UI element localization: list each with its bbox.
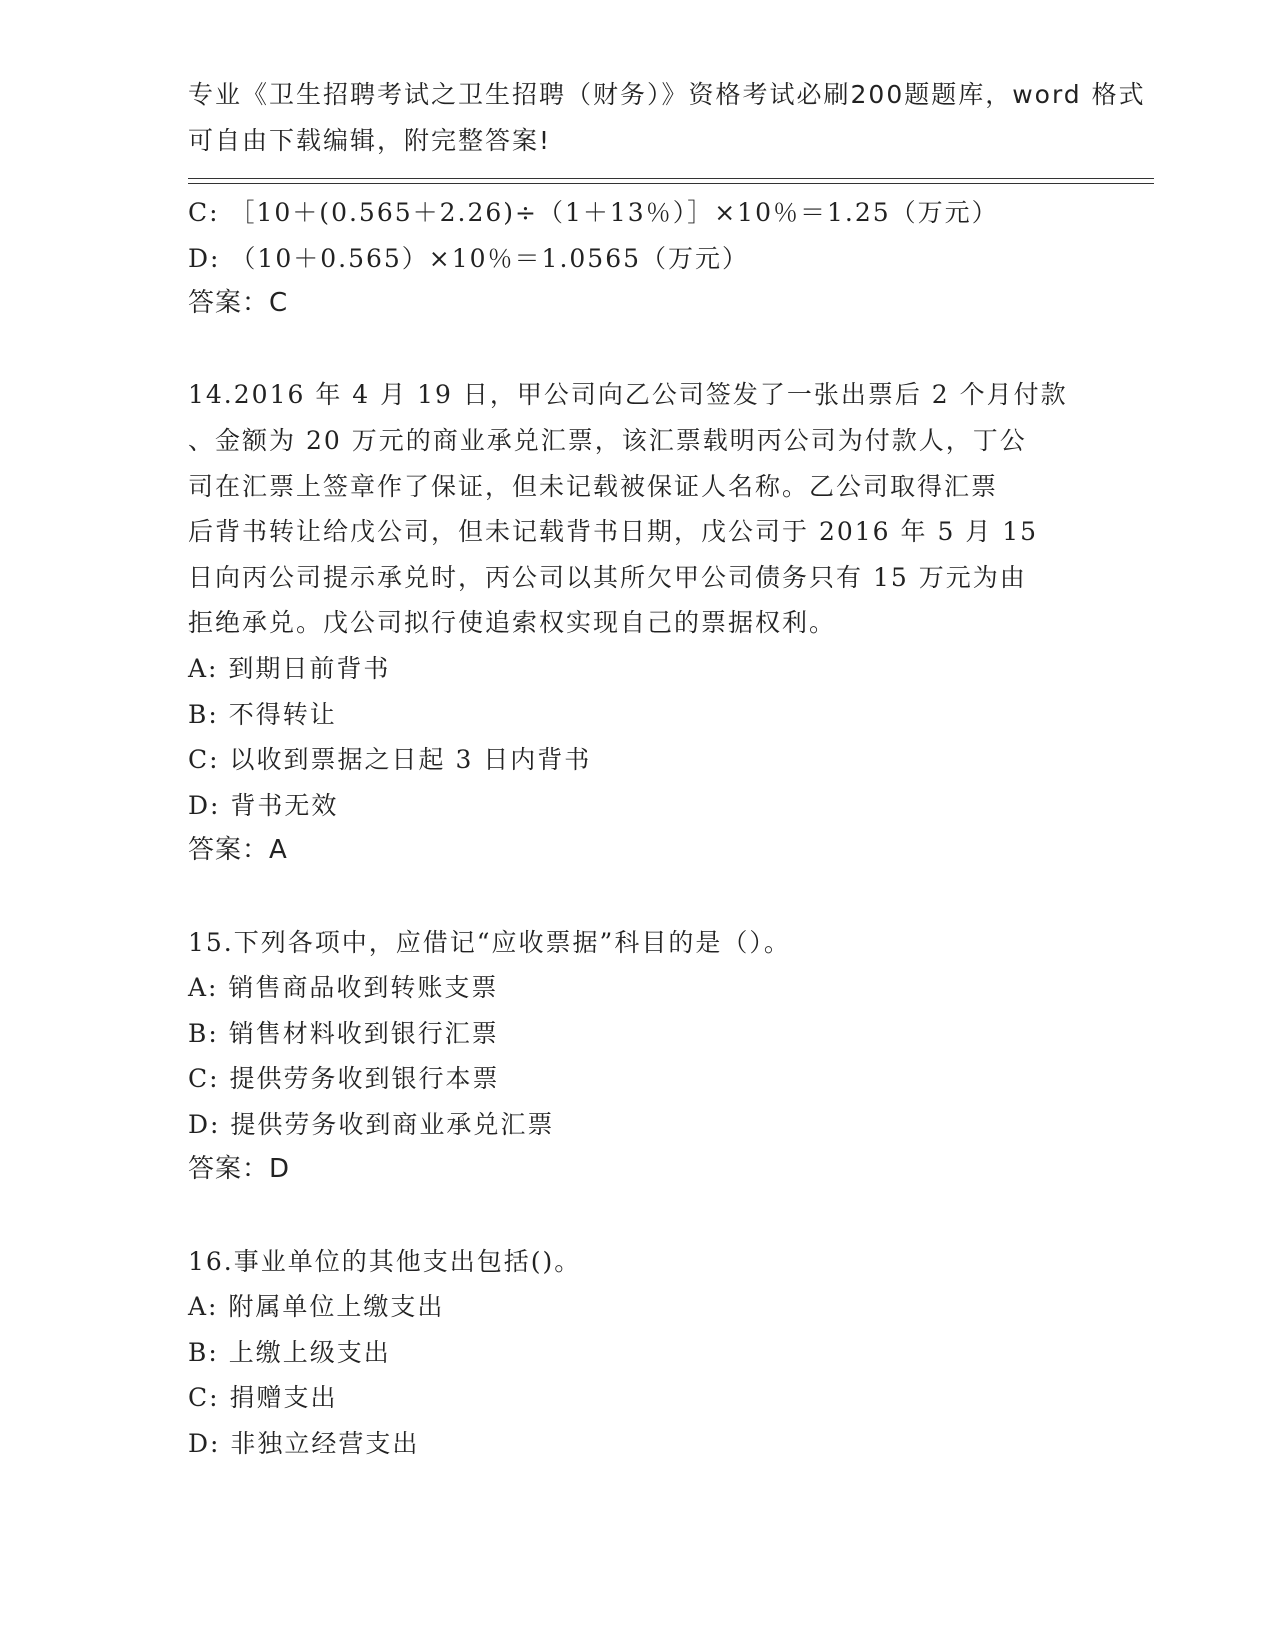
answer-line: 答案：A — [188, 835, 288, 866]
option-d: D: 背书无效 — [188, 790, 339, 820]
question-stem-line: 后背书转让给戊公司，但未记载背书日期，戊公司于 2016 年 5 月 15 — [188, 517, 1039, 547]
question-stem: 16.事业单位的其他支出包括()。 — [188, 1246, 582, 1276]
question-stem-line: 14.2016 年 4 月 19 日，甲公司向乙公司签发了一张出票后 2 个月付款 — [188, 380, 1068, 410]
option-a: A: 附属单位上缴支出 — [188, 1292, 445, 1322]
option-b: B: 销售材料收到银行汇票 — [188, 1018, 499, 1048]
spacer — [188, 874, 1088, 920]
question-15 — [188, 920, 1088, 1194]
option-c: C: 捐赠支出 — [188, 1383, 338, 1413]
option-a: A: 销售商品收到转账支票 — [188, 973, 499, 1003]
question-14 — [188, 372, 1088, 874]
question-16 — [188, 1239, 1088, 1467]
header-line-1: 专业《卫生招聘考试之卫生招聘（财务）》资格考试必刷200题题库，word 格式 — [188, 80, 1146, 109]
question-stem-line: 拒绝承兑。戊公司拟行使追索权实现自己的票据权利。 — [188, 608, 837, 638]
option-c: C: ［10＋(0.565＋2.26)÷（1＋13％）］×10％＝1.25（万元） — [188, 198, 999, 227]
answer-line: 答案：C — [188, 288, 289, 319]
header-divider-top — [188, 178, 1154, 179]
question-13-tail — [188, 190, 1088, 327]
header-line-2: 可自由下载编辑，附完整答案! — [188, 125, 552, 155]
answer-line: 答案：D — [188, 1154, 291, 1185]
document-header — [188, 72, 1146, 163]
option-a: A: 到期日前背书 — [188, 653, 391, 683]
option-c: C: 提供劳务收到银行本票 — [188, 1064, 500, 1094]
document-body — [188, 190, 1088, 1467]
option-c: C: 以收到票据之日起 3 日内背书 — [188, 745, 592, 775]
header-divider-bottom — [188, 183, 1154, 184]
question-stem: 15.下列各项中，应借记“应收票据”科目的是（）。 — [188, 927, 791, 957]
spacer — [188, 1193, 1088, 1239]
option-b: B: 不得转让 — [188, 699, 337, 729]
option-b: B: 上缴上级支出 — [188, 1337, 391, 1367]
option-d: D: （10＋0.565）×10％＝1.0565（万元） — [188, 243, 750, 273]
question-stem-line: 日向丙公司提示承兑时，丙公司以其所欠甲公司债务只有 15 万元为由 — [188, 562, 1027, 592]
question-stem-line: 、金额为 20 万元的商业承兑汇票，该汇票载明丙公司为付款人，丁公 — [188, 425, 1027, 455]
spacer — [188, 327, 1088, 373]
option-d: D: 提供劳务收到商业承兑汇票 — [188, 1109, 555, 1139]
option-d: D: 非独立经营支出 — [188, 1429, 420, 1459]
question-stem-line: 司在汇票上签章作了保证，但未记载被保证人名称。乙公司取得汇票 — [188, 471, 999, 501]
